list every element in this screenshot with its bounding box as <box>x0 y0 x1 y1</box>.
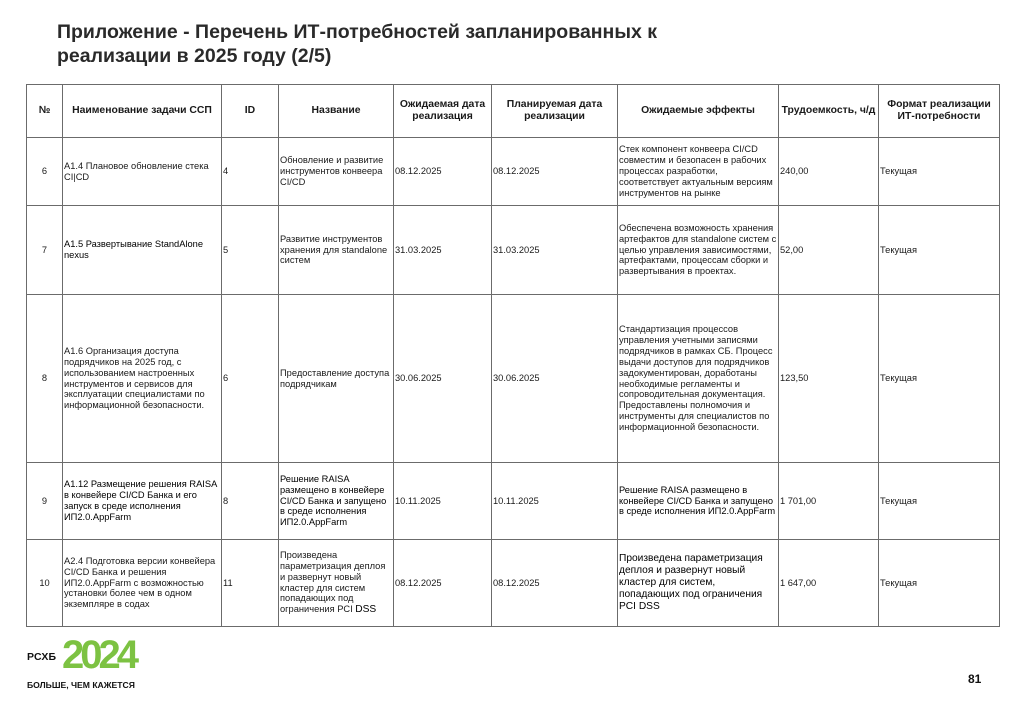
cell-name <box>279 540 394 627</box>
table-row <box>27 463 1000 540</box>
cell-labor: 240,00 <box>779 138 879 206</box>
table-header-row <box>27 85 1000 138</box>
header-labor: Трудоемкость, ч/д <box>779 85 879 138</box>
cell-expected-date: 10.11.2025 <box>394 463 492 540</box>
cell-planned-date: 10.11.2025 <box>492 463 618 540</box>
cell-num: 8 <box>27 295 63 463</box>
slide-title <box>57 20 817 68</box>
cell-format: Текущая <box>879 463 1000 540</box>
cell-id: 6 <box>222 295 279 463</box>
rshb-2024-logo <box>26 633 156 696</box>
cell-id: 4 <box>222 138 279 206</box>
slide-title-line-2: реализации в 2025 году (2/5) <box>57 45 332 67</box>
cell-task: А1.6 Организация доступа подрядчиков на 2025 год, с использованием настроенных инструментов и сервисов для эксплуатации специалистами по информационной безопасности. <box>63 295 222 463</box>
table-row <box>27 295 1000 463</box>
header-effects: Ожидаемые эффекты <box>618 85 779 138</box>
cell-effects: Обеспечена возможность хранения артефактов для standalone систем с целью управления зависимостями, артефактами, процессам сборки и развертывания в проектах. <box>618 206 779 295</box>
cell-expected-date: 08.12.2025 <box>394 540 492 627</box>
table-row <box>27 540 1000 627</box>
it-needs-table <box>26 84 1000 627</box>
header-id: ID <box>222 85 279 138</box>
logo-bank-name: РСХБ <box>27 651 57 663</box>
cell-expected-date: 31.03.2025 <box>394 206 492 295</box>
cell-labor: 1 701,00 <box>779 463 879 540</box>
cell-id: 8 <box>222 463 279 540</box>
header-num: № <box>27 85 63 138</box>
header-expected-date: Ожидаемая дата реализация <box>394 85 492 138</box>
cell-expected-date: 08.12.2025 <box>394 138 492 206</box>
cell-name-main: Произведена параметризация деплоя и развернут новый кластер для систем попадающих под ограничения PCI <box>280 549 386 615</box>
cell-name: Решение RAISA размещено в конвейере CI/CD Банка и запущено в среде исполнения ИП2.0.AppFarm <box>279 463 394 540</box>
cell-expected-date: 30.06.2025 <box>394 295 492 463</box>
cell-num: 9 <box>27 463 63 540</box>
cell-labor: 123,50 <box>779 295 879 463</box>
slide-title-line-1: Приложение - Перечень ИТ-потребностей запланированных к <box>57 21 658 43</box>
cell-labor: 1 647,00 <box>779 540 879 627</box>
cell-id: 11 <box>222 540 279 627</box>
cell-effects <box>618 540 779 627</box>
cell-task: А2.4 Подготовка версии конвейера CI/CD Банка и решения ИП2.0.AppFarm с возможностью установки более чем в одном экземпляре в содах <box>63 540 222 627</box>
cell-planned-date: 08.12.2025 <box>492 540 618 627</box>
cell-planned-date: 08.12.2025 <box>492 138 618 206</box>
header-format: Формат реализации ИТ-потребности <box>879 85 1000 138</box>
cell-effects: Решение RAISA размещено в конвейере CI/CD Банка и запущено в среде исполнения ИП2.0.AppFarm <box>618 463 779 540</box>
cell-name: Развитие инструментов хранения для standalone систем <box>279 206 394 295</box>
cell-format: Текущая <box>879 206 1000 295</box>
cell-format: Текущая <box>879 295 1000 463</box>
cell-format: Текущая <box>879 138 1000 206</box>
cell-name: Предоставление доступа подрядчикам <box>279 295 394 463</box>
cell-effects-main: Произведена параметризация деплоя и развернут новый кластер для систем, попадающих под ограничения <box>619 553 763 600</box>
cell-num: 7 <box>27 206 63 295</box>
header-task: Наименование задачи ССП <box>63 85 222 138</box>
cell-task: А1.12 Размещение решения RAISA в конвейере CI/CD Банка и его запуск в среде исполнения ИП2.0.AppFarm <box>63 463 222 540</box>
cell-effects: Стандартизация процессов управления учетными записями подрядчиков в рамках СБ. Процесс выдачи доступов для подрядчиков задокументирован, доработаны необходимые регламенты и сопроводительная документация. Предоставлены полномочия и инструменты для специалистов по информационной безопасности. <box>618 295 779 463</box>
cell-num: 10 <box>27 540 63 627</box>
logo-slogan: БОЛЬШЕ, ЧЕМ КАЖЕТСЯ <box>27 680 135 690</box>
cell-name: Обновление и развитие инструментов конвеера CI/CD <box>279 138 394 206</box>
cell-planned-date: 31.03.2025 <box>492 206 618 295</box>
cell-id: 5 <box>222 206 279 295</box>
cell-effects-standard: PCI DSS <box>619 600 660 612</box>
table-row <box>27 138 1000 206</box>
logo-year: 2024 <box>62 633 135 677</box>
cell-effects: Стек компонент конвеера CI/CD совместим и безопасен в рабочих процессах разработки, соответствует актуальным версиям инструментов на рынке <box>618 138 779 206</box>
header-name: Название <box>279 85 394 138</box>
cell-labor: 52,00 <box>779 206 879 295</box>
cell-format: Текущая <box>879 540 1000 627</box>
cell-num: 6 <box>27 138 63 206</box>
table-row <box>27 206 1000 295</box>
header-planned-date: Планируемая дата реализации <box>492 85 618 138</box>
cell-task: А1.4 Плановое обновление стека CI|CD <box>63 138 222 206</box>
cell-task: А1.5 Развертывание StandAlone nexus <box>63 206 222 295</box>
cell-name-standard: DSS <box>355 604 377 616</box>
cell-planned-date: 30.06.2025 <box>492 295 618 463</box>
page-number: 81 <box>968 672 982 686</box>
